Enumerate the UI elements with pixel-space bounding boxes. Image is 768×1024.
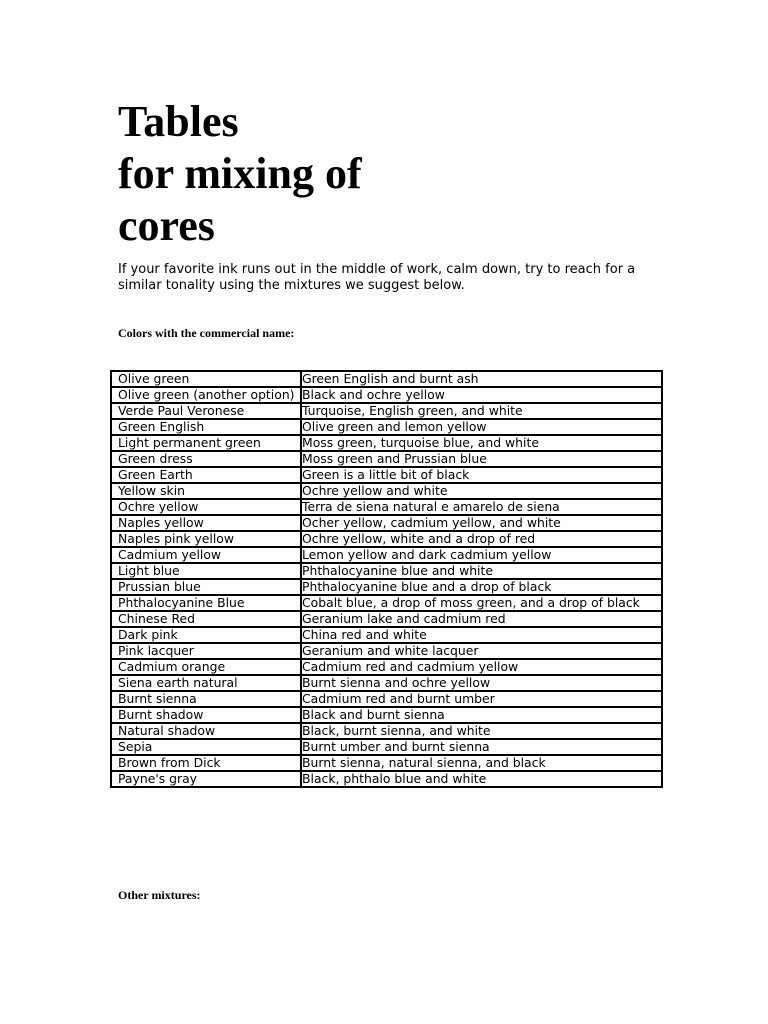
- color-mixing-table: [110, 370, 663, 788]
- color-name-cell: Cadmium yellow: [111, 547, 301, 563]
- other-mixtures-heading: Other mixtures:: [118, 888, 201, 902]
- table-row: [111, 563, 662, 579]
- color-mixing-table-body: [111, 371, 662, 787]
- color-name-cell: Phthalocyanine Blue: [111, 595, 301, 611]
- mixture-cell: Burnt sienna and ochre yellow: [301, 675, 662, 691]
- color-name-cell: Light blue: [111, 563, 301, 579]
- table-row: [111, 659, 662, 675]
- table-row: [111, 739, 662, 755]
- color-name-cell: Naples yellow: [111, 515, 301, 531]
- mixture-cell: Turquoise, English green, and white: [301, 403, 662, 419]
- mixture-cell: Ochre yellow, white and a drop of red: [301, 531, 662, 547]
- mixture-cell: Cadmium red and burnt umber: [301, 691, 662, 707]
- color-name-cell: Naples pink yellow: [111, 531, 301, 547]
- mixture-cell: Black and burnt sienna: [301, 707, 662, 723]
- mixture-cell: Black and ochre yellow: [301, 387, 662, 403]
- color-name-cell: Dark pink: [111, 627, 301, 643]
- table-row: [111, 387, 662, 403]
- color-name-cell: Sepia: [111, 739, 301, 755]
- table-row: [111, 595, 662, 611]
- mixture-cell: Ochre yellow and white: [301, 483, 662, 499]
- mixture-cell: China red and white: [301, 627, 662, 643]
- table-row: [111, 531, 662, 547]
- title-line-1: Tables: [118, 97, 239, 146]
- table-row: [111, 707, 662, 723]
- mixture-cell: Phthalocyanine blue and white: [301, 563, 662, 579]
- mixture-cell: Green English and burnt ash: [301, 371, 662, 387]
- color-name-cell: Green Earth: [111, 467, 301, 483]
- table-row: [111, 403, 662, 419]
- mixture-cell: Phthalocyanine blue and a drop of black: [301, 579, 662, 595]
- mixture-cell: Olive green and lemon yellow: [301, 419, 662, 435]
- mixture-cell: Burnt umber and burnt sienna: [301, 739, 662, 755]
- table-row: [111, 723, 662, 739]
- intro-paragraph: If your favorite ink runs out in the middle of work, calm down, try to reach for a similar tonality using the mixtures we suggest below.: [118, 262, 636, 293]
- color-name-cell: Verde Paul Veronese: [111, 403, 301, 419]
- table-row: [111, 451, 662, 467]
- table-row: [111, 771, 662, 787]
- color-name-cell: Green dress: [111, 451, 301, 467]
- table-row: [111, 627, 662, 643]
- table-row: [111, 371, 662, 387]
- title-line-2: for mixing of: [118, 149, 362, 198]
- color-name-cell: Yellow skin: [111, 483, 301, 499]
- mixture-cell: Ocher yellow, cadmium yellow, and white: [301, 515, 662, 531]
- color-name-cell: Payne's gray: [111, 771, 301, 787]
- color-name-cell: Burnt sienna: [111, 691, 301, 707]
- commercial-names-heading: Colors with the commercial name:: [118, 326, 295, 340]
- table-row: [111, 467, 662, 483]
- title-line-3: cores: [118, 201, 215, 250]
- color-name-cell: Light permanent green: [111, 435, 301, 451]
- mixture-cell: Geranium and white lacquer: [301, 643, 662, 659]
- mixture-cell: Moss green, turquoise blue, and white: [301, 435, 662, 451]
- mixture-cell: Burnt sienna, natural sienna, and black: [301, 755, 662, 771]
- mixture-cell: Geranium lake and cadmium red: [301, 611, 662, 627]
- mixture-cell: Moss green and Prussian blue: [301, 451, 662, 467]
- mixture-cell: Terra de siena natural e amarelo de siena: [301, 499, 662, 515]
- color-name-cell: Cadmium orange: [111, 659, 301, 675]
- table-row: [111, 611, 662, 627]
- color-name-cell: Natural shadow: [111, 723, 301, 739]
- color-name-cell: Brown from Dick: [111, 755, 301, 771]
- mixture-cell: Green is a little bit of black: [301, 467, 662, 483]
- mixture-cell: Cadmium red and cadmium yellow: [301, 659, 662, 675]
- table-row: [111, 419, 662, 435]
- table-row: [111, 515, 662, 531]
- color-name-cell: Burnt shadow: [111, 707, 301, 723]
- mixture-cell: Black, phthalo blue and white: [301, 771, 662, 787]
- color-name-cell: Olive green (another option): [111, 387, 301, 403]
- table-row: [111, 691, 662, 707]
- color-name-cell: Prussian blue: [111, 579, 301, 595]
- table-row: [111, 755, 662, 771]
- color-name-cell: Ochre yellow: [111, 499, 301, 515]
- table-row: [111, 643, 662, 659]
- table-row: [111, 499, 662, 515]
- color-name-cell: Siena earth natural: [111, 675, 301, 691]
- table-row: [111, 435, 662, 451]
- color-name-cell: Pink lacquer: [111, 643, 301, 659]
- table-row: [111, 483, 662, 499]
- mixture-cell: Cobalt blue, a drop of moss green, and a drop of black: [301, 595, 662, 611]
- mixture-cell: Lemon yellow and dark cadmium yellow: [301, 547, 662, 563]
- page-title: [118, 96, 362, 252]
- mixture-cell: Black, burnt sienna, and white: [301, 723, 662, 739]
- table-row: [111, 579, 662, 595]
- table-row: [111, 547, 662, 563]
- color-name-cell: Chinese Red: [111, 611, 301, 627]
- table-row: [111, 675, 662, 691]
- color-name-cell: Olive green: [111, 371, 301, 387]
- color-name-cell: Green English: [111, 419, 301, 435]
